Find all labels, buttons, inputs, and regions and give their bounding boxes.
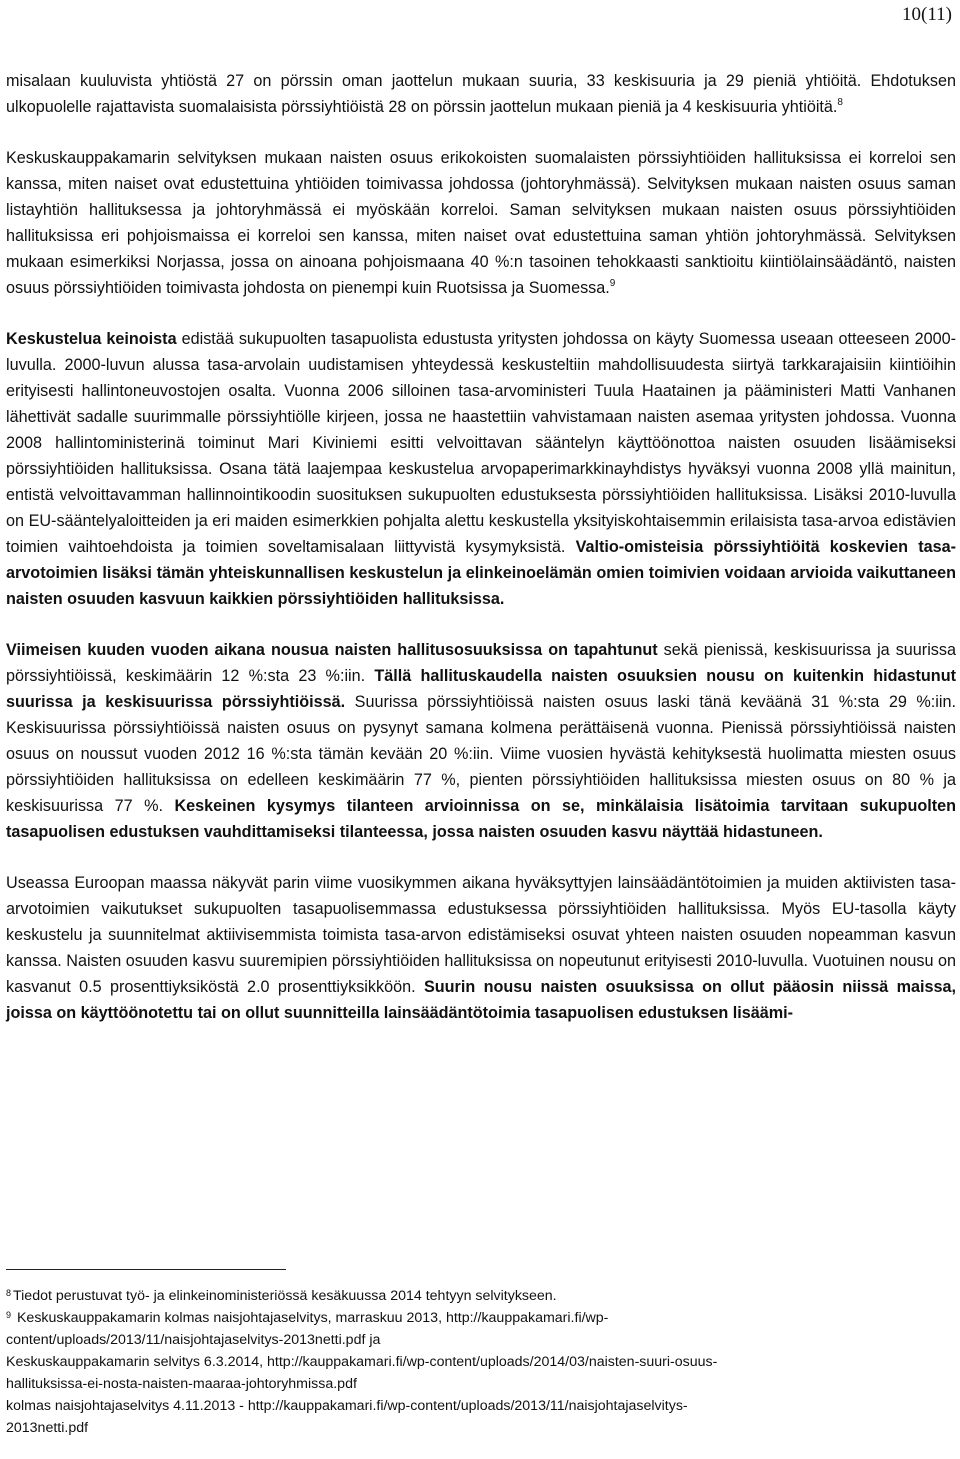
footnote-link[interactable]: 2013netti.pdf [6,1420,89,1436]
text-run: Keskuskauppakamarin selvityksen mukaan naisten osuus erikokoisten suomalaisten pörssiyhtiöiden hallituksissa ei korreloi sen kanssa, miten naiset ovat edustettuina yhtiöiden toimivassa johdossa (johtoryhmässä). Selvityksen mukaan naisten osuus saman listayhtiön hallituksessa ja johtoryhmässä ei myöskään korreloi. Saman selvityksen mukaan naisten osuus pörssiyhtiöiden hallituksissa eri pohjoismaissa ei korreloi sen kanssa, miten naiset ovat edustettuina saman yhtiön johtoryhmässä. Selvityksen mukaan esimerkiksi Norjassa, jossa on ainoana pohjoismaana 40 %:n tasoinen tehokkaasti sanktioitu kiintiölainsäädäntö, naisten osuus pörssiyhtiöiden toimivasta johdosta on pienempi kuin Ruotsissa ja Suomessa. [6,149,956,297]
footnote-8 [6,1285,956,1307]
footnote-separator [6,1269,286,1270]
footnote-text: Keskuskauppakamarin kolmas naisjohtajaselvitys, marraskuu 2013, http://kauppakamari.fi/wp- [16,1310,609,1326]
page-number: 10(11) [902,4,952,25]
text-run: Suurissa pörssiyhtiöissä naisten osuus laski tänä keväänä 31 %:sta 29 %:iin. Keskisuurissa pörssiyhtiöissä naisten osuus on pysynyt samana kolmena perättäisenä vuonna. Pienissä pörssiyhtiöissä naisten osuus on noussut vuoden 2012 16 %:sta tämän kevään 20 %:iin. Viime vuosien hyvästä kehityksestä huolimatta miesten osuus pörssiyhtiöiden hallituksissa on edelleen keskimäärin 77 %, pienten pörssiyhtiöiden hallituksissa miesten osuus on 80 % ja keskisuurissa 77 %. [6,693,956,815]
paragraph [6,637,956,845]
footnote-number: 8 [6,1288,12,1298]
footnote-text: Tiedot perustuvat työ- ja elinkeinoministeriössä kesäkuussa 2014 tehtyyn selvitykseen. [13,1288,557,1304]
body-text [6,68,956,1051]
footnote-link[interactable]: Keskuskauppakamarin selvitys 6.3.2014, http://kauppakamari.fi/wp-content/uploads/2014/03/naisten-suuri-osuus- [6,1354,718,1370]
bold-text: Keskustelua keinoista [6,330,177,348]
bold-text: Viimeisen kuuden vuoden aikana nousua naisten hallitusosuuksissa on tapahtunut [6,641,658,659]
bold-text: Keskeinen kysymys tilanteen arvioinnissa on se, minkälaisia lisätoimia tarvitaan sukupuolten tasapuolisen edustuksen vauhdittamiseksi tilanteessa, jossa naisten osuuden kasvu näyttää hidastuneen. [6,797,956,841]
footnote-number: 9 [6,1310,12,1320]
footnote-link[interactable]: kolmas naisjohtajaselvitys 4.11.2013 - http://kauppakamari.fi/wp-content/uploads/2013/11/naisjohtajaselvitys- [6,1398,688,1414]
footnote-reference[interactable]: 8 [837,97,843,108]
footnote-9 [6,1307,956,1329]
paragraph [6,145,956,301]
footnote-link[interactable]: content/uploads/2013/11/naisjohtajaselvitys-2013netti.pdf ja [6,1332,381,1348]
bold-text: Suurin nousu naisten osuuksissa on ollut pääosin niissä maissa, joissa on käyttöönotettu tai on ollut suunnitteilla lainsäädäntötoimia tasapuolisen edustuksen lisäämi- [6,978,956,1022]
footnotes [6,1285,956,1439]
paragraph [6,870,956,1026]
paragraph [6,326,956,612]
footnote-link[interactable]: hallituksissa-ei-nosta-naisten-maaraa-johtoryhmissa.pdf [6,1376,357,1392]
bold-text: Tällä hallituskaudella naisten osuuksien nousu on kuitenkin hidastunut suurissa ja keskisuurissa pörssiyhtiöissä. [6,667,956,711]
footnote-reference[interactable]: 9 [609,278,616,289]
text-run: sekä pienissä, keskisuurissa ja suurissa pörssiyhtiöissä, keskimäärin 12 %:sta 23 %:iin. [6,641,956,685]
text-run: edistää sukupuolten tasapuolista edustusta yritysten johdossa on käyty Suomessa useaan otteeseen 2000-luvulla. 2000-luvun alussa tasa-arvolain uudistamisen yhteydessä keskusteltiin mahdollisuudesta siirtyä tarkkarajaisiin kiintiöihin erityisesti hallintoneuvostojen osalta. Vuonna 2006 silloinen tasa-arvoministeri Tuula Haatainen ja pääministeri Matti Vanhanen lähettivät sadalle suurimmalle pörssiyhtiölle kirjeen, jossa ne haastettiin vahvistamaan naisten asemaa yritysten johdossa. Vuonna 2008 hallintoministerinä toiminut Mari Kiviniemi esitti velvoittavan sääntelyn käyttöönottoa naisten osuuden lisäämiseksi pörssiyhtiöiden hallituksissa. Osana tätä laajempaa keskustelua arvopaperimarkkinayhdistys hyväksyi vuonna 2008 yllä mainitun, entistä velvoittavamman hallinnointikoodin suosituksen sukupuolten edustuksesta pörssiyhtiöiden hallituksissa. Lisäksi 2010-luvulla on EU-sääntelyaloitteiden ja eri maiden esimerkkien pohjalta alettu keskustella yksityiskohtaisemmin erilaisista tasa-arvoa edistävien toimien vaihtoehdoista ja toimien soveltamisalaan liittyvistä kysymyksistä. [6,330,956,556]
bold-text: Valtio-omisteisia pörssiyhtiöitä koskevien tasa-arvotoimien lisäksi tämän yhteiskunnallisen keskustelun ja elinkeinoelämän omien toimivien voidaan arvioida vaikuttaneen naisten osuuden kasvuun kaikkien pörssiyhtiöiden hallituksissa. [6,538,957,608]
paragraph [6,68,956,120]
text-run: Useassa Euroopan maassa näkyvät parin viime vuosikymmen aikana hyväksyttyjen lainsäädäntötoimien ja muiden aktiivisten tasa-arvotoimien vaikutukset sukupuolten tasapuolisemmassa edustuksessa pörssiyhtiöiden hallituksissa. Myös EU-tasolla käyty keskustelu ja suunnitelmat aktiivisemmista toimista tasa-arvon edistämiseksi osuvat yhteen naisten osuuden nopeamman kasvun kanssa. Naisten osuuden kasvu suuremipien pörssiyhtiöiden hallituksissa on nopeutunut erityisesti 2010-luvulla. Vuotuinen nousu on kasvanut 0.5 prosenttiyksiköstä 2.0 prosenttiyksikköön. [6,874,956,996]
text-run: misalaan kuuluvista yhtiöstä 27 on pörssin oman jaottelun mukaan suuria, 33 keskisuuria ja 29 pieniä yhtiöitä. Ehdotuksen ulkopuolelle rajattavista suomalaisista pörssiyhtiöistä 28 on pörssin jaottelun mukaan pieniä ja 4 keskisuuria yhtiöitä. [6,72,956,116]
